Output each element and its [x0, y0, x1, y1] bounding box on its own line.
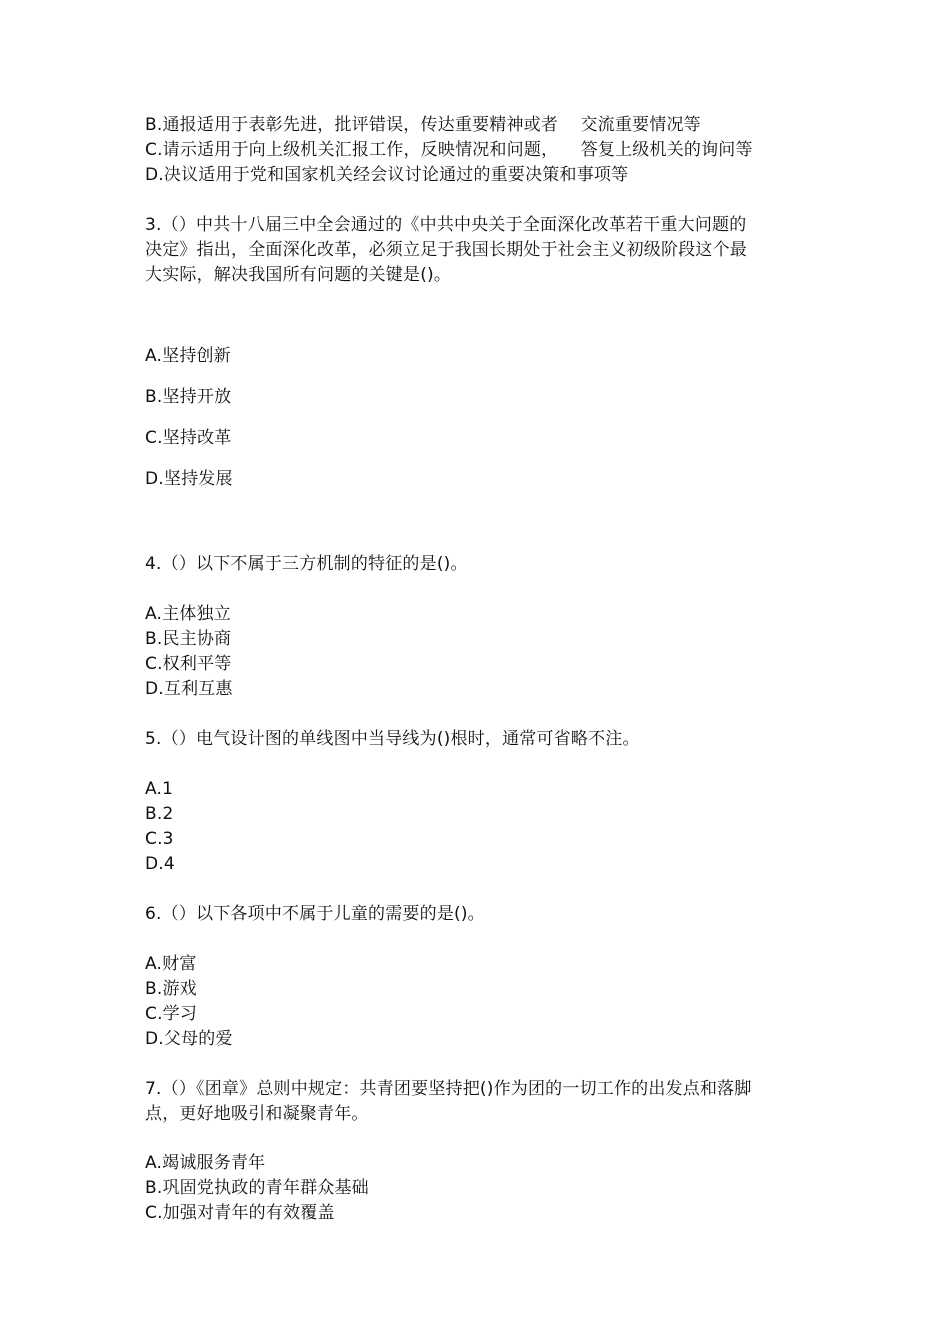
question-6-option-d: D.父母的爱 [145, 1029, 233, 1049]
question-4-option-b: B.民主协商 [145, 629, 232, 649]
question-6-stem: 6.（）以下各项中不属于儿童的需要的是()。 [145, 904, 485, 924]
prev-option-b: B.通报适用于表彰先进，批评错误，传达重要精神或者 交流重要情况等 [145, 115, 701, 135]
question-3-stem-line-2: 决定》指出，全面深化改革，必须立足于我国长期处于社会主义初级阶段这个最 [145, 240, 747, 260]
question-6-option-c: C.学习 [145, 1004, 198, 1024]
prev-option-d: D.决议适用于党和国家机关经会议讨论通过的重要决策和事项等 [145, 165, 629, 185]
question-6-option-b: B.游戏 [145, 979, 197, 999]
question-3-option-b: B.坚持开放 [145, 387, 232, 407]
question-3-stem-line-3: 大实际，解决我国所有问题的关键是()。 [145, 265, 452, 285]
question-4-stem: 4.（）以下不属于三方机制的特征的是()。 [145, 554, 468, 574]
question-7-option-b: B.巩固党执政的青年群众基础 [145, 1178, 369, 1198]
question-5-option-d: D.4 [145, 854, 175, 874]
question-7-option-c: C.加强对青年的有效覆盖 [145, 1203, 335, 1223]
question-5-option-a: A.1 [145, 779, 174, 799]
question-7-stem-line-1: 7.（）《团章》总则中规定：共青团要坚持把()作为团的一切工作的出发点和落脚 [145, 1079, 752, 1099]
question-3-option-c: C.坚持改革 [145, 428, 232, 448]
prev-option-c: C.请示适用于向上级机关汇报工作，反映情况和问题， 答复上级机关的询问等 [145, 140, 753, 160]
question-5-stem: 5.（）电气设计图的单线图中当导线为()根时，通常可省略不注。 [145, 729, 640, 749]
question-4-option-a: A.主体独立 [145, 604, 231, 624]
question-7-option-a: A.竭诚服务青年 [145, 1153, 266, 1173]
question-4-option-d: D.互利互惠 [145, 679, 233, 699]
question-3-option-d: D.坚持发展 [145, 469, 233, 489]
question-4-option-c: C.权利平等 [145, 654, 232, 674]
question-7-stem-line-2: 点，更好地吸引和凝聚青年。 [145, 1104, 369, 1124]
question-3-option-a: A.坚持创新 [145, 346, 231, 366]
question-5-option-c: C.3 [145, 829, 174, 849]
question-6-option-a: A.财富 [145, 954, 197, 974]
question-5-option-b: B.2 [145, 804, 174, 824]
question-3-stem-line-1: 3.（）中共十八届三中全会通过的《中共中央关于全面深化改革若干重大问题的 [145, 215, 747, 235]
